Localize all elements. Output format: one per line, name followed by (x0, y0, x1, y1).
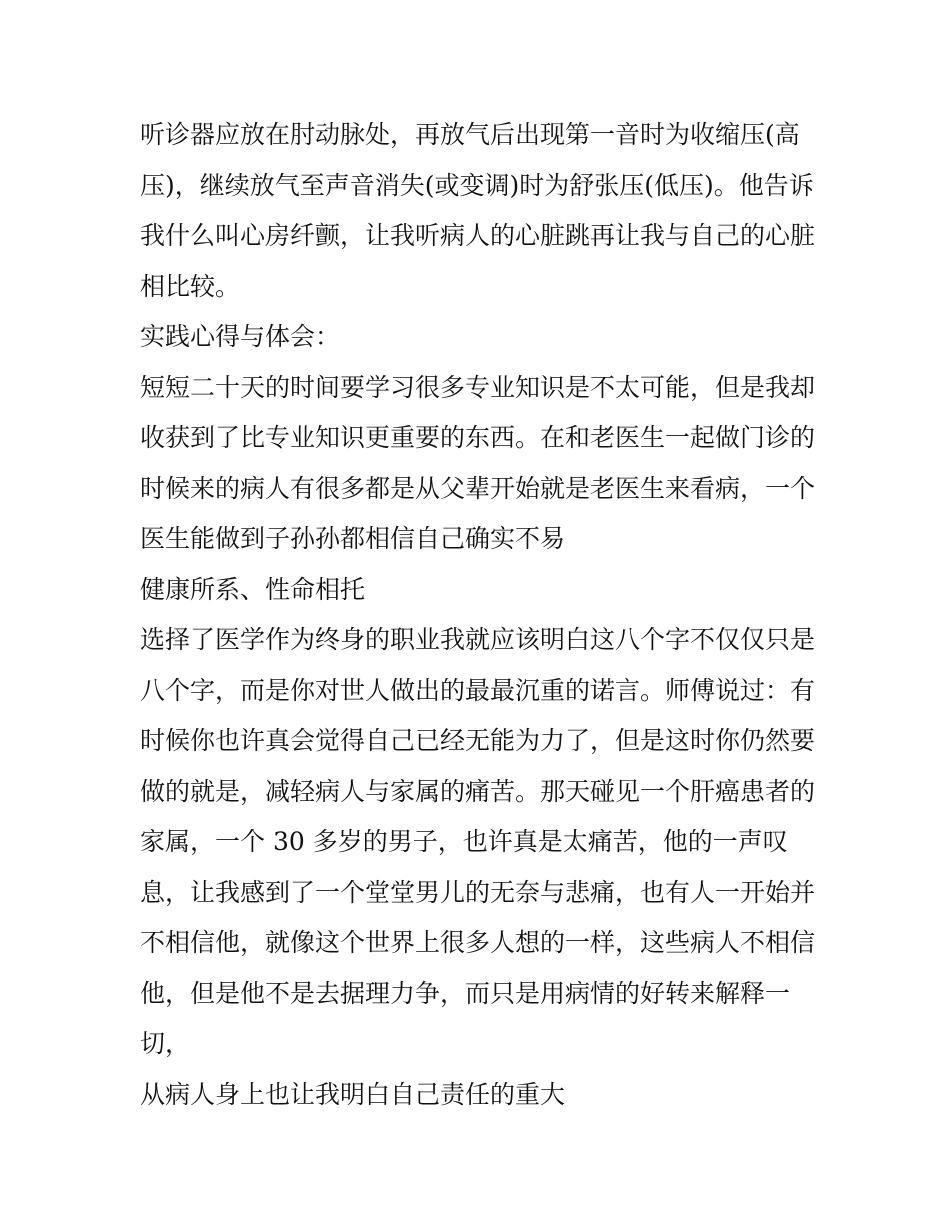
text-line: 八个字，而是你对世人做出的最最沉重的诺言。师傅说过：有 (140, 675, 816, 705)
text-line: 短短二十天的时间要学习很多专业知识是不太可能，但是我却 (140, 372, 816, 402)
text-line: 收获到了比专业知识更重要的东西。在和老医生一起做门诊的 (140, 423, 816, 452)
text-line: 他，但是他不是去据理力争，而只是用病情的好转来解释一 (140, 978, 791, 1008)
text-line: 压)，继续放气至声音消失(或变调)时为舒张压(低压)。他告诉 (140, 170, 814, 200)
document-body (140, 110, 820, 1120)
text-line: 相比较。 (140, 271, 241, 301)
text-line: 不相信他，就像这个世界上很多人想的一样，这些病人不相信 (140, 928, 816, 957)
text-line: 选择了医学作为终身的职业我就应该明白这八个字不仅仅只是 (140, 625, 816, 654)
text-line: 家属，一个 30 多岁的男子，也许真是太痛苦，他的一声叹 (140, 827, 788, 856)
text-line: 时候来的病人有很多都是从父辈开始就是老医生来看病，一个 (140, 473, 816, 503)
text-line: 时候你也许真会觉得自己已经无能为力了，但是这时你仍然要 (140, 726, 816, 755)
section-heading: 实践心得与体会： (140, 322, 341, 351)
text-line: 做的就是，减轻病人与家属的痛苦。那天碰见一个肝癌患者的 (140, 776, 816, 806)
text-line: 从病人身上也让我明白自己责任的重大 (140, 1079, 566, 1109)
text-line: 听诊器应放在肘动脉处，再放气后出现第一音时为收缩压(高 (140, 120, 800, 149)
text-line: 医生能做到子孙孙都相信自己确实不易 (140, 524, 566, 553)
text-line: 息，让我感到了一个堂堂男儿的无奈与悲痛，也有人一开始并 (140, 877, 816, 907)
section-heading: 健康所系、性命相托 (140, 574, 366, 604)
text-line: 切， (140, 1029, 191, 1058)
text-line: 我什么叫心房纤颤，让我听病人的心脏跳再让我与自己的心脏 (140, 221, 816, 250)
